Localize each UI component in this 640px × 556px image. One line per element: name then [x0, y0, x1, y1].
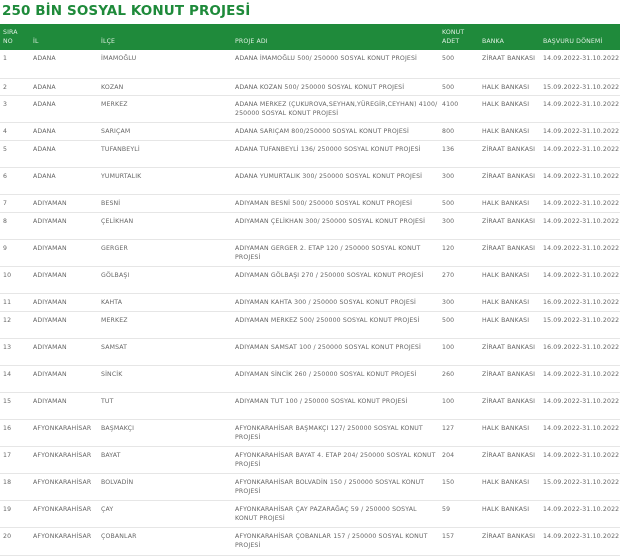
cell-konut-adet: 500: [439, 194, 479, 212]
cell-il: ADIYAMAN: [30, 293, 98, 311]
cell-proje-adi: ADIYAMAN MERKEZ 500/ 250000 SOSYAL KONUT PROJESİ: [232, 311, 439, 338]
cell-il: ADIYAMAN: [30, 266, 98, 293]
cell-ilce: TUT: [98, 392, 232, 419]
cell-konut-adet: 127: [439, 419, 479, 446]
table-row: [0, 293, 620, 311]
cell-banka: ZİRAAT BANKASI: [479, 239, 540, 266]
cell-proje-adi: AFYONKARAHİSAR BAŞMAKÇI 127/ 250000 SOSYAL KONUT PROJESİ: [232, 419, 439, 446]
cell-il: ADIYAMAN: [30, 392, 98, 419]
cell-proje-adi: ADANA İMAMOĞLU 500/ 250000 SOSYAL KONUT PROJESİ: [232, 50, 439, 78]
cell-ilce: BOLVADİN: [98, 473, 232, 500]
cell-banka: HALK BANKASI: [479, 266, 540, 293]
cell-ilce: SAMSAT: [98, 338, 232, 365]
cell-sira-no: 8: [0, 212, 30, 239]
cell-banka: ZİRAAT BANKASI: [479, 167, 540, 194]
table-row: [0, 266, 620, 293]
table-body: [0, 50, 620, 555]
cell-basvuru-donemi: 14.09.2022-31.10.2022: [540, 419, 620, 446]
cell-sira-no: 19: [0, 500, 30, 527]
cell-ilce: SİNCİK: [98, 365, 232, 392]
cell-sira-no: 10: [0, 266, 30, 293]
col-header-proje-adi: PROJE ADI: [235, 38, 268, 45]
cell-proje-adi: AFYONKARAHİSAR ÇOBANLAR 157 / 250000 SOSYAL KONUT PROJESİ: [232, 527, 439, 555]
cell-il: ADIYAMAN: [30, 311, 98, 338]
cell-proje-adi: ADANA KOZAN 500/ 250000 SOSYAL KONUT PROJESİ: [232, 78, 439, 95]
cell-konut-adet: 120: [439, 239, 479, 266]
cell-banka: ZİRAAT BANKASI: [479, 140, 540, 167]
cell-ilce: YUMURTALIK: [98, 167, 232, 194]
cell-banka: ZİRAAT BANKASI: [479, 446, 540, 473]
col-header-basvuru-donemi: BAŞVURU DÖNEMİ: [543, 38, 603, 45]
cell-sira-no: 15: [0, 392, 30, 419]
cell-banka: HALK BANKASI: [479, 311, 540, 338]
cell-proje-adi: ADIYAMAN GÖLBAŞI 270 / 250000 SOSYAL KONUT PROJESİ: [232, 266, 439, 293]
cell-proje-adi: ADANA MERKEZ (ÇUKUROVA,SEYHAN,YÜREGİR,CEYHAN) 4100/ 250000 SOSYAL KONUT PROJESİ: [232, 95, 439, 122]
cell-konut-adet: 4100: [439, 95, 479, 122]
cell-ilce: GERGER: [98, 239, 232, 266]
cell-il: ADANA: [30, 167, 98, 194]
cell-basvuru-donemi: 14.09.2022-31.10.2022: [540, 266, 620, 293]
cell-sira-no: 11: [0, 293, 30, 311]
cell-basvuru-donemi: 14.09.2022-31.10.2022: [540, 239, 620, 266]
col-header-ilce: İLÇE: [101, 38, 116, 45]
cell-proje-adi: ADIYAMAN SAMSAT 100 / 250000 SOSYAL KONUT PROJESİ: [232, 338, 439, 365]
table-header: [0, 24, 620, 50]
cell-konut-adet: 204: [439, 446, 479, 473]
cell-proje-adi: AFYONKARAHİSAR BAYAT 4. ETAP 204/ 250000 SOSYAL KONUT PROJESİ: [232, 446, 439, 473]
cell-basvuru-donemi: 14.09.2022-31.10.2022: [540, 500, 620, 527]
col-header-sira-no: SIRA NO: [3, 29, 18, 45]
col-header-konut-adet: KONUT ADET: [442, 29, 465, 45]
cell-proje-adi: ADIYAMAN GERGER 2. ETAP 120 / 250000 SOSYAL KONUT PROJESİ: [232, 239, 439, 266]
cell-konut-adet: 300: [439, 167, 479, 194]
cell-sira-no: 16: [0, 419, 30, 446]
cell-konut-adet: 157: [439, 527, 479, 555]
cell-proje-adi: AFYONKARAHİSAR ÇAY PAZARAĞAÇ 59 / 250000 SOSYAL KONUT PROJESİ: [232, 500, 439, 527]
cell-sira-no: 9: [0, 239, 30, 266]
cell-konut-adet: 300: [439, 293, 479, 311]
cell-basvuru-donemi: 14.09.2022-31.10.2022: [540, 212, 620, 239]
cell-ilce: SARIÇAM: [98, 122, 232, 140]
cell-il: ADIYAMAN: [30, 239, 98, 266]
cell-il: AFYONKARAHİSAR: [30, 500, 98, 527]
cell-banka: ZİRAAT BANKASI: [479, 392, 540, 419]
cell-basvuru-donemi: 15.09.2022-31.10.2022: [540, 311, 620, 338]
cell-basvuru-donemi: 15.09.2022-31.10.2022: [540, 473, 620, 500]
cell-banka: HALK BANKASI: [479, 78, 540, 95]
cell-konut-adet: 150: [439, 473, 479, 500]
table-row: [0, 78, 620, 95]
cell-sira-no: 14: [0, 365, 30, 392]
cell-konut-adet: 500: [439, 78, 479, 95]
cell-ilce: BAYAT: [98, 446, 232, 473]
cell-ilce: BAŞMAKÇI: [98, 419, 232, 446]
cell-basvuru-donemi: 14.09.2022-31.10.2022: [540, 95, 620, 122]
cell-basvuru-donemi: 14.09.2022-31.10.2022: [540, 140, 620, 167]
cell-banka: HALK BANKASI: [479, 419, 540, 446]
table-row: [0, 311, 620, 338]
cell-basvuru-donemi: 14.09.2022-31.10.2022: [540, 527, 620, 555]
cell-proje-adi: ADIYAMAN BESNİ 500/ 250000 SOSYAL KONUT PROJESİ: [232, 194, 439, 212]
cell-banka: HALK BANKASI: [479, 473, 540, 500]
cell-il: ADANA: [30, 95, 98, 122]
cell-ilce: GÖLBAŞI: [98, 266, 232, 293]
cell-proje-adi: ADIYAMAN TUT 100 / 250000 SOSYAL KONUT PROJESİ: [232, 392, 439, 419]
cell-sira-no: 12: [0, 311, 30, 338]
cell-konut-adet: 100: [439, 338, 479, 365]
cell-basvuru-donemi: 14.09.2022-31.10.2022: [540, 50, 620, 78]
cell-sira-no: 7: [0, 194, 30, 212]
cell-basvuru-donemi: 15.09.2022-31.10.2022: [540, 78, 620, 95]
cell-banka: ZİRAAT BANKASI: [479, 527, 540, 555]
cell-konut-adet: 136: [439, 140, 479, 167]
cell-banka: ZİRAAT BANKASI: [479, 212, 540, 239]
cell-basvuru-donemi: 14.09.2022-31.10.2022: [540, 392, 620, 419]
table-row: [0, 446, 620, 473]
cell-il: ADIYAMAN: [30, 365, 98, 392]
cell-ilce: ÇOBANLAR: [98, 527, 232, 555]
cell-il: ADANA: [30, 78, 98, 95]
cell-ilce: BESNİ: [98, 194, 232, 212]
table-row: [0, 194, 620, 212]
cell-sira-no: 4: [0, 122, 30, 140]
cell-basvuru-donemi: 16.09.2022-31.10.2022: [540, 293, 620, 311]
cell-il: ADIYAMAN: [30, 212, 98, 239]
cell-il: AFYONKARAHİSAR: [30, 473, 98, 500]
cell-sira-no: 6: [0, 167, 30, 194]
cell-banka: HALK BANKASI: [479, 500, 540, 527]
table-row: [0, 500, 620, 527]
cell-basvuru-donemi: 14.09.2022-31.10.2022: [540, 167, 620, 194]
cell-sira-no: 13: [0, 338, 30, 365]
cell-sira-no: 5: [0, 140, 30, 167]
cell-il: AFYONKARAHİSAR: [30, 419, 98, 446]
cell-basvuru-donemi: 14.09.2022-31.10.2022: [540, 446, 620, 473]
cell-konut-adet: 300: [439, 212, 479, 239]
cell-konut-adet: 59: [439, 500, 479, 527]
table-row: [0, 239, 620, 266]
table-row: [0, 140, 620, 167]
cell-il: ADIYAMAN: [30, 194, 98, 212]
cell-basvuru-donemi: 14.09.2022-31.10.2022: [540, 122, 620, 140]
table-row: [0, 122, 620, 140]
col-header-il: İL: [33, 38, 39, 45]
cell-basvuru-donemi: 14.09.2022-31.10.2022: [540, 365, 620, 392]
cell-banka: HALK BANKASI: [479, 194, 540, 212]
col-header-banka: BANKA: [482, 38, 505, 45]
cell-il: AFYONKARAHİSAR: [30, 446, 98, 473]
cell-proje-adi: ADANA TUFANBEYLİ 136/ 250000 SOSYAL KONUT PROJESİ: [232, 140, 439, 167]
table-row: [0, 392, 620, 419]
cell-sira-no: 3: [0, 95, 30, 122]
cell-proje-adi: AFYONKARAHİSAR BOLVADİN 150 / 250000 SOSYAL KONUT PROJESİ: [232, 473, 439, 500]
table-row: [0, 338, 620, 365]
cell-konut-adet: 260: [439, 365, 479, 392]
cell-il: ADANA: [30, 50, 98, 78]
cell-il: ADIYAMAN: [30, 338, 98, 365]
cell-banka: ZİRAAT BANKASI: [479, 50, 540, 78]
cell-sira-no: 1: [0, 50, 30, 78]
cell-banka: HALK BANKASI: [479, 122, 540, 140]
table-row: [0, 95, 620, 122]
cell-konut-adet: 500: [439, 50, 479, 78]
table-row: [0, 527, 620, 555]
cell-ilce: TUFANBEYLİ: [98, 140, 232, 167]
cell-il: AFYONKARAHİSAR: [30, 527, 98, 555]
cell-sira-no: 18: [0, 473, 30, 500]
header-row: [0, 24, 620, 50]
cell-proje-adi: ADANA SARIÇAM 800/250000 SOSYAL KONUT PROJESİ: [232, 122, 439, 140]
cell-il: ADANA: [30, 140, 98, 167]
cell-basvuru-donemi: 16.09.2022-31.10.2022: [540, 338, 620, 365]
table-row: [0, 167, 620, 194]
cell-sira-no: 2: [0, 78, 30, 95]
cell-konut-adet: 270: [439, 266, 479, 293]
cell-il: ADANA: [30, 122, 98, 140]
table-row: [0, 419, 620, 446]
cell-banka: ZİRAAT BANKASI: [479, 365, 540, 392]
cell-banka: HALK BANKASI: [479, 293, 540, 311]
cell-basvuru-donemi: 14.09.2022-31.10.2022: [540, 194, 620, 212]
cell-konut-adet: 500: [439, 311, 479, 338]
cell-ilce: MERKEZ: [98, 95, 232, 122]
cell-konut-adet: 100: [439, 392, 479, 419]
cell-ilce: MERKEZ: [98, 311, 232, 338]
cell-ilce: İMAMOĞLU: [98, 50, 232, 78]
cell-proje-adi: ADIYAMAN ÇELİKHAN 300/ 250000 SOSYAL KONUT PROJESİ: [232, 212, 439, 239]
cell-sira-no: 17: [0, 446, 30, 473]
cell-ilce: ÇELİKHAN: [98, 212, 232, 239]
projects-table: [0, 24, 620, 556]
table-row: [0, 50, 620, 78]
page-title: 250 BİN SOSYAL KONUT PROJESİ: [2, 3, 251, 19]
cell-konut-adet: 800: [439, 122, 479, 140]
table-row: [0, 365, 620, 392]
cell-banka: HALK BANKASI: [479, 95, 540, 122]
cell-ilce: ÇAY: [98, 500, 232, 527]
cell-proje-adi: ADIYAMAN KAHTA 300 / 250000 SOSYAL KONUT PROJESİ: [232, 293, 439, 311]
table-row: [0, 473, 620, 500]
cell-proje-adi: ADANA YUMURTALIK 300/ 250000 SOSYAL KONUT PROJESİ: [232, 167, 439, 194]
table-row: [0, 212, 620, 239]
cell-banka: ZİRAAT BANKASI: [479, 338, 540, 365]
cell-proje-adi: ADIYAMAN SİNCİK 260 / 250000 SOSYAL KONUT PROJESİ: [232, 365, 439, 392]
cell-ilce: KAHTA: [98, 293, 232, 311]
cell-sira-no: 20: [0, 527, 30, 555]
cell-ilce: KOZAN: [98, 78, 232, 95]
